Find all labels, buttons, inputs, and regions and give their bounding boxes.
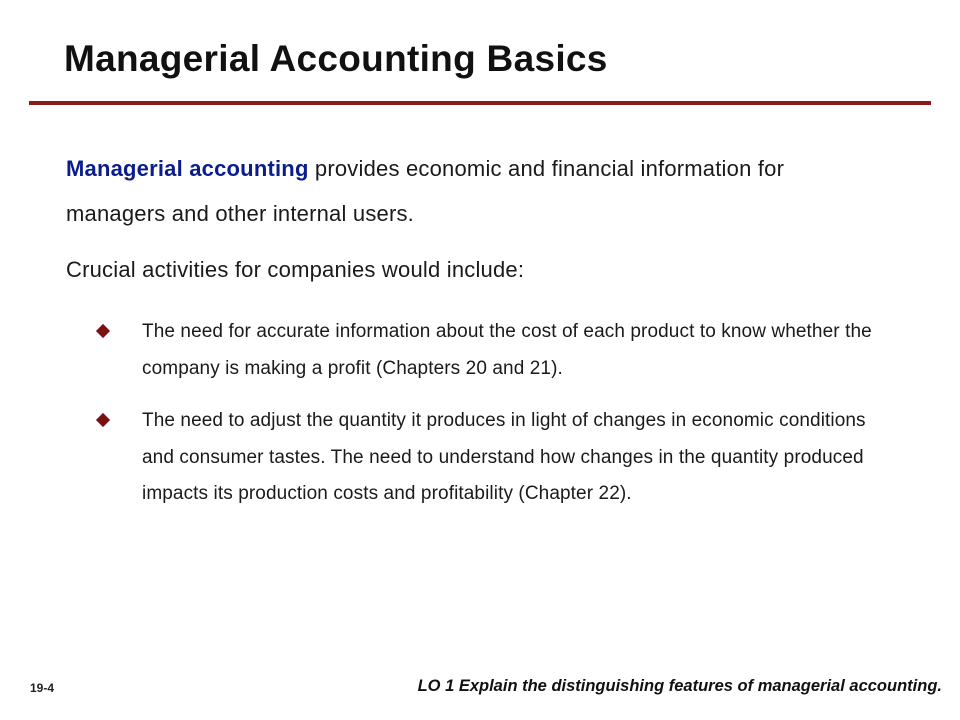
- learning-objective-footer: LO 1 Explain the distinguishing features of managerial accounting.: [417, 677, 942, 695]
- slide-number: 19-4: [30, 681, 55, 695]
- bullet-item: [92, 314, 872, 387]
- diamond-bullet-icon: [96, 324, 110, 338]
- slide-title: Managerial Accounting Basics: [64, 38, 608, 79]
- intro-text: provides economic and financial information for managers and other internal users.: [66, 156, 785, 226]
- bullet-text: The need for accurate information about the cost of each product to know whether the company is making a profit (Chapters 20 and 21).: [142, 321, 872, 379]
- lead-text: Crucial activities for companies would include:: [66, 257, 525, 282]
- diamond-bullet-icon: [96, 413, 110, 427]
- bullet-list: [92, 314, 872, 529]
- title-divider: [29, 101, 931, 105]
- bullet-item: [92, 403, 872, 513]
- bullet-text: The need to adjust the quantity it produces in light of changes in economic conditions and consumer tastes. The need to understand how changes in the quantity produced impacts its production costs and profitability (Chapter 22).: [142, 410, 866, 504]
- key-term: Managerial accounting: [66, 156, 309, 181]
- intro-paragraph: [66, 146, 866, 236]
